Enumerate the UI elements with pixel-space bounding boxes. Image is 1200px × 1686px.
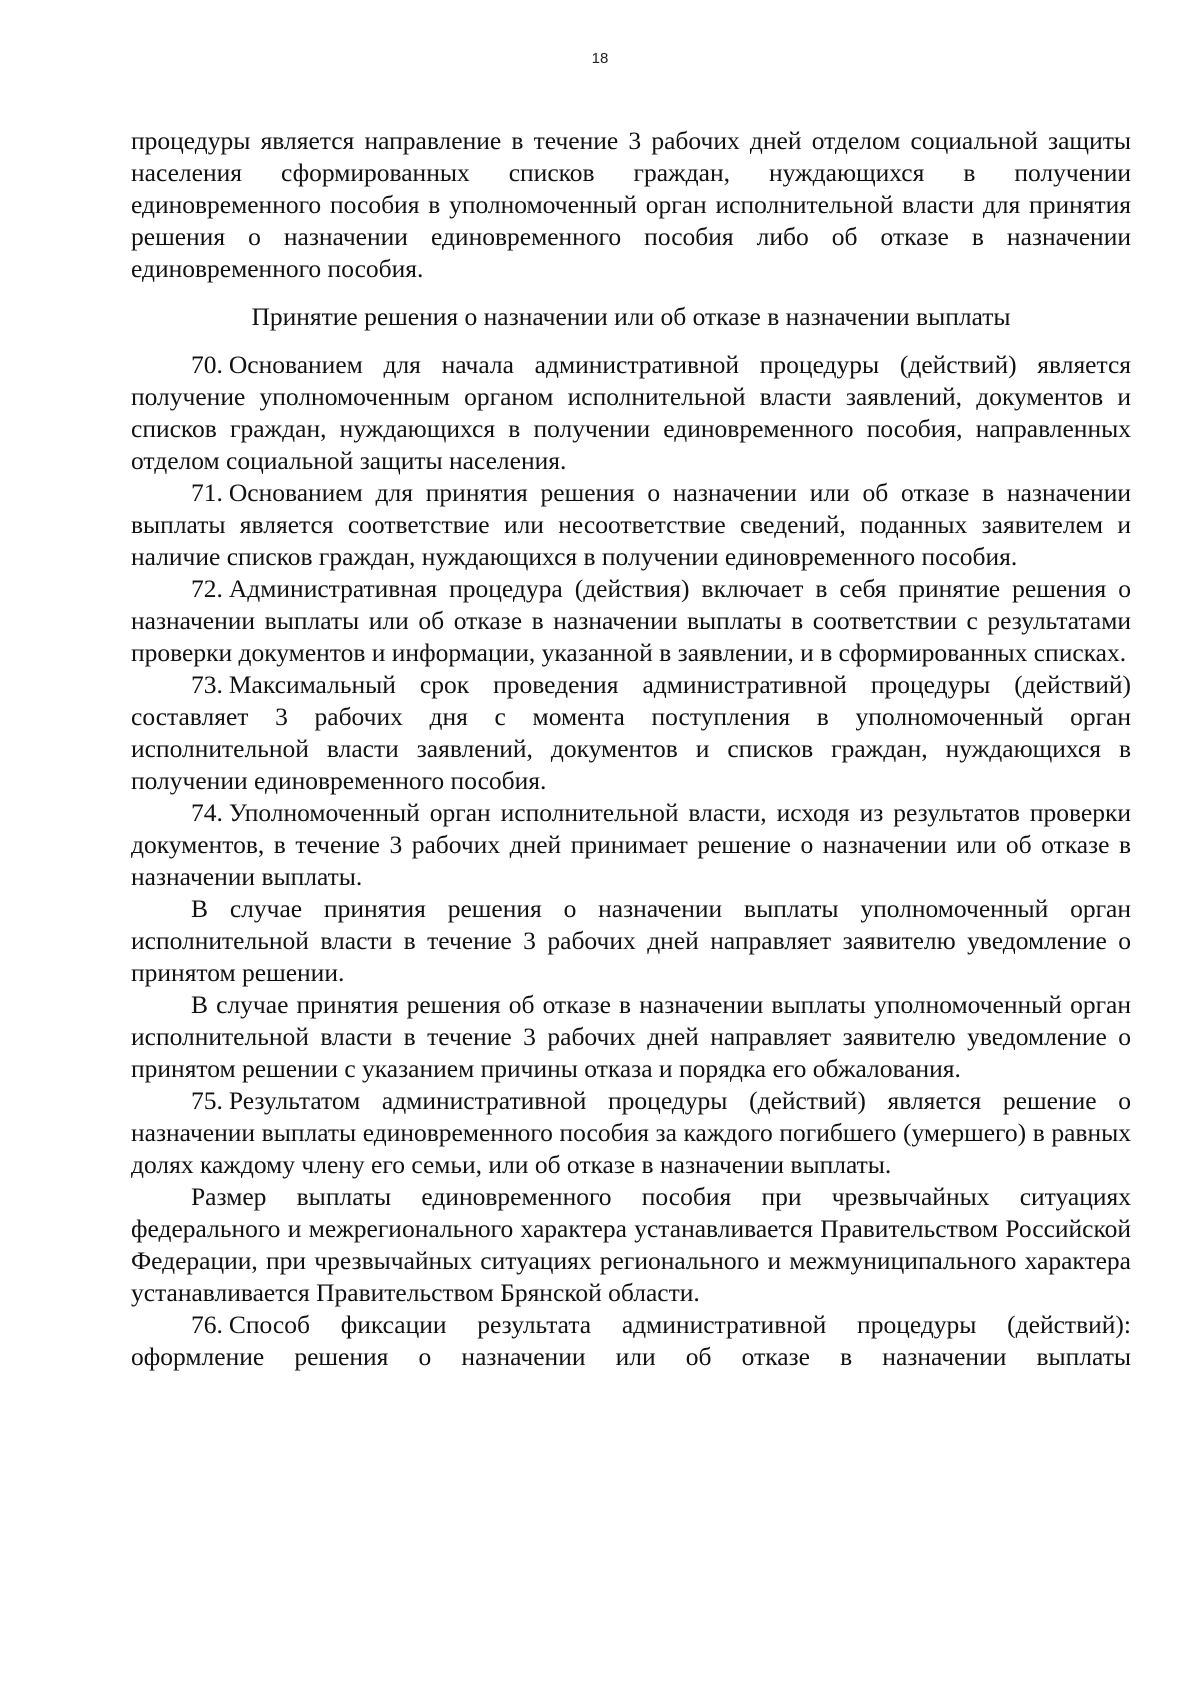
paragraph-number: 76. (191, 1310, 223, 1339)
paragraph-text: Основанием для принятия решения о назначении или об отказе в назначении выплаты является соответствие или несоответствие сведений, поданных заявителем и наличие списков граждан, нуждающихся в получении единовременного пособия. (131, 478, 1131, 571)
paragraph-74 (131, 797, 1131, 893)
paragraph-71 (131, 477, 1131, 573)
paragraph-text: Способ фиксации результата административной процедуры (действий): оформление решения о назначении или об отказе в назначении выплаты (131, 1310, 1131, 1371)
paragraph-74-refusal: В случае принятия решения об отказе в назначении выплаты уполномоченный орган исполнительной власти в течение 3 рабочих дней направляет заявителю уведомление о принятом решении с указанием причины отказа и порядка его обжалования. (131, 990, 1131, 1083)
paragraph-number: 75. (191, 1086, 223, 1115)
paragraph-text: Результатом административной процедуры (действий) является решение о назначении выплаты единовременного пособия за каждого погибшего (умершего) в равных долях каждому члену его семьи, или об отказе в назначении выплаты. (131, 1086, 1131, 1179)
paragraph-number: 74. (191, 798, 223, 827)
paragraph-75-amount: Размер выплаты единовременного пособия при чрезвычайных ситуациях федерального и межрегионального характера устанавливается Правительством Российской Федерации, при чрезвычайных ситуациях регионального и межмуниципального характера устанавливается Правительством Брянской области. (131, 1182, 1131, 1307)
paragraph-75 (131, 1085, 1131, 1181)
paragraph-text: Основанием для начала административной процедуры (действий) является получение уполномоченным органом исполнительной власти заявлений, документов и списков граждан, нуждающихся в получении единовременного пособия, направленных отделом социальной защиты населения. (131, 350, 1131, 475)
paragraph-76 (131, 1309, 1131, 1373)
document-body (131, 125, 1131, 1373)
paragraph-70 (131, 349, 1131, 477)
paragraph-74-approval: В случае принятия решения о назначении выплаты уполномоченный орган исполнительной власти в течение 3 рабочих дней направляет заявителю уведомление о принятом решении. (131, 894, 1131, 987)
paragraph-text: Максимальный срок проведения административной процедуры (действий) составляет 3 рабочих дня с момента поступления в уполномоченный орган исполнительной власти заявлений, документов и списков граждан, нуждающихся в получении единовременного пособия. (131, 670, 1131, 795)
paragraph-number: 70. (191, 350, 223, 379)
paragraph-number: 73. (191, 670, 223, 699)
paragraph-text: Уполномоченный орган исполнительной власти, исходя из результатов проверки документов, в течение 3 рабочих дней принимает решение о назначении или об отказе в назначении выплаты. (131, 798, 1131, 891)
paragraph-number: 72. (191, 574, 223, 603)
paragraph-72 (131, 573, 1131, 669)
intro-paragraph: процедуры является направление в течение 3 рабочих дней отделом социальной защиты населения сформированных списков граждан, нуждающихся в получении единовременного пособия в уполномоченный орган исполнительной власти для принятия решения о назначении единовременного пособия либо об отказе в назначении единовременного пособия. (131, 126, 1131, 283)
section-heading: Принятие решения о назначении или об отказе в назначении выплаты (251, 302, 1011, 331)
paragraph-number: 71. (191, 478, 223, 507)
paragraph-text: Административная процедура (действия) включает в себя принятие решения о назначении выплаты или об отказе в назначении выплаты в соответствии с результатами проверки документов и информации, указанной в заявлении, и в сформированных списках. (131, 574, 1131, 667)
page-number: 18 (591, 50, 609, 67)
paragraph-73 (131, 669, 1131, 797)
